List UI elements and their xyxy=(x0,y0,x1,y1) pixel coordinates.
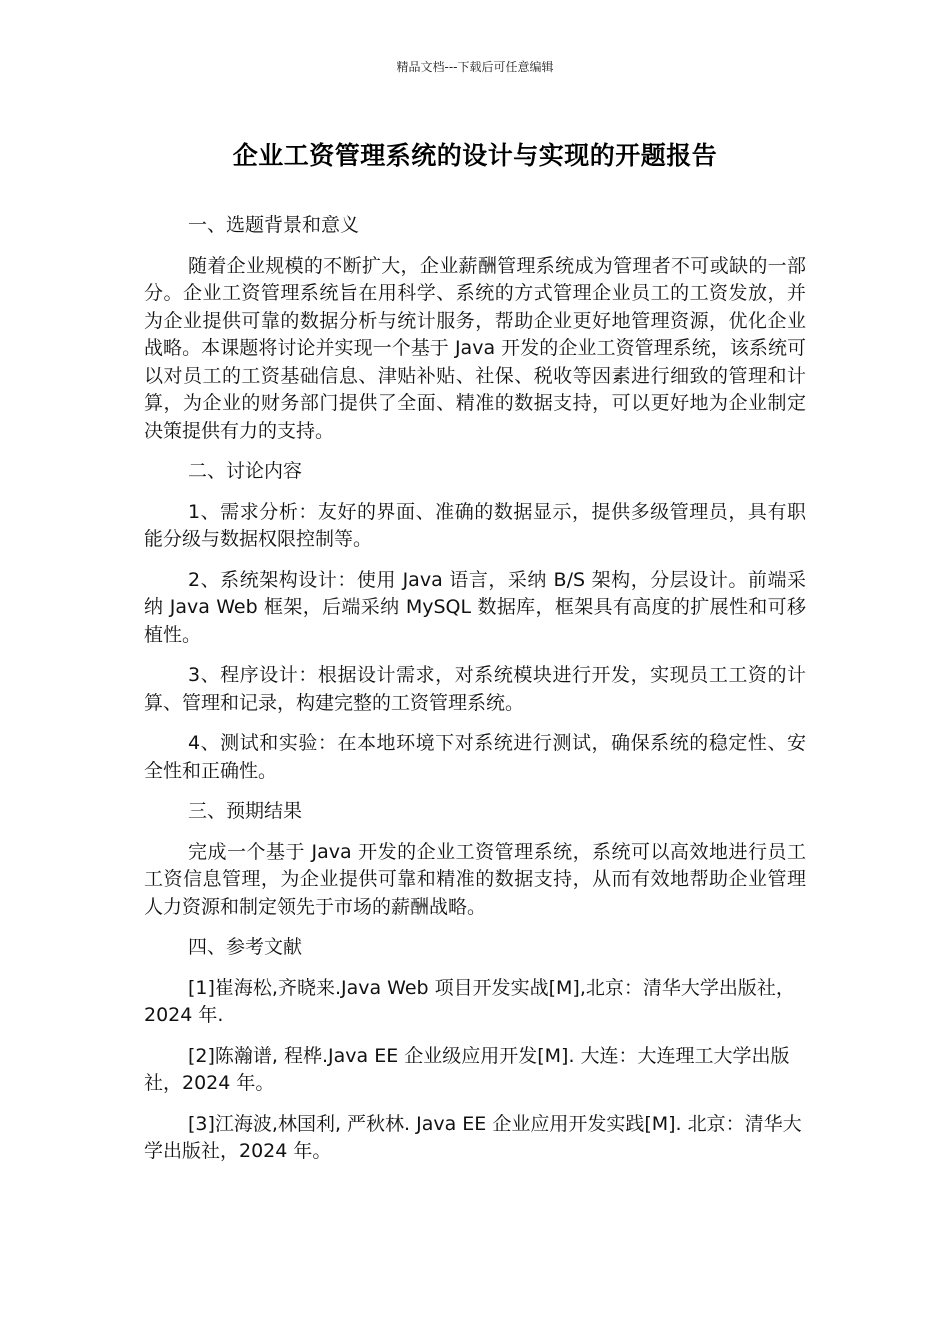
reference-item: [3]江海波,林国利, 严秋林. Java EE 企业应用开发实践[M]. 北京：清华大学出版社，2024 年。 xyxy=(144,1112,802,1162)
section-expected-results xyxy=(144,798,806,921)
document-body xyxy=(144,212,806,1179)
list-item: 3、程序设计：根据设计需求，对系统模块进行开发，实现员工工资的计算、管理和记录，构建完整的工资管理系统。 xyxy=(144,664,806,714)
list-item: 1、需求分析：友好的界面、准确的数据显示，提供多级管理员，具有职能分级与数据权限控制等。 xyxy=(144,500,806,550)
section-heading: 四、参考文献 xyxy=(188,936,303,958)
list-item: 4、测试和实验：在本地环境下对系统进行测试，确保系统的稳定性、安全性和正确性。 xyxy=(144,732,806,782)
reference-item: [1]崔海松,齐晓来.Java Web 项目开发实战[M],北京：清华大学出版社，2024 年. xyxy=(144,976,795,1026)
header-note: 精品文档---下载后可任意编辑 xyxy=(396,60,554,74)
section-heading: 二、讨论内容 xyxy=(188,460,303,482)
section-background xyxy=(144,212,806,445)
section-research-content xyxy=(144,458,806,785)
section-heading: 三、预期结果 xyxy=(188,800,303,822)
paragraph: 随着企业规模的不断扩大，企业薪酬管理系统成为管理者不可或缺的一部分。企业工资管理系统旨在用科学、系统的方式管理企业员工的工资发放，并为企业提供可靠的数据分析与统计服务，帮助企业更好地管理资源，优化企业战略。本课题将讨论并实现一个基于 Java 开发的企业工资管理系统，该系统可以对员工的工资基础信息、津贴补贴、社保、税收等因素进行细致的管理和计算，为企业的财务部门提供了全面、精准的数据支持，可以更好地为企业制定决策提供有力的支持。 xyxy=(144,254,806,442)
section-heading: 一、选题背景和意义 xyxy=(188,214,360,236)
reference-item: [2]陈瀚谱, 程桦.Java EE 企业级应用开发[M]. 大连：大连理工大学出版社，2024 年。 xyxy=(144,1044,790,1094)
list-item: 2、系统架构设计：使用 Java 语言，采纳 B/S 架构，分层设计。前端采纳 Java Web 框架，后端采纳 MySQL 数据库，框架具有高度的扩展性和可移植性。 xyxy=(144,568,806,646)
section-references xyxy=(144,934,806,1166)
document-title: 企业工资管理系统的设计与实现的开题报告 xyxy=(232,141,718,170)
paragraph: 完成一个基于 Java 开发的企业工资管理系统，系统可以高效地进行员工工资信息管理，为企业提供可靠和精准的数据支持，从而有效地帮助企业管理人力资源和制定领先于市场的薪酬战略。 xyxy=(144,840,806,918)
